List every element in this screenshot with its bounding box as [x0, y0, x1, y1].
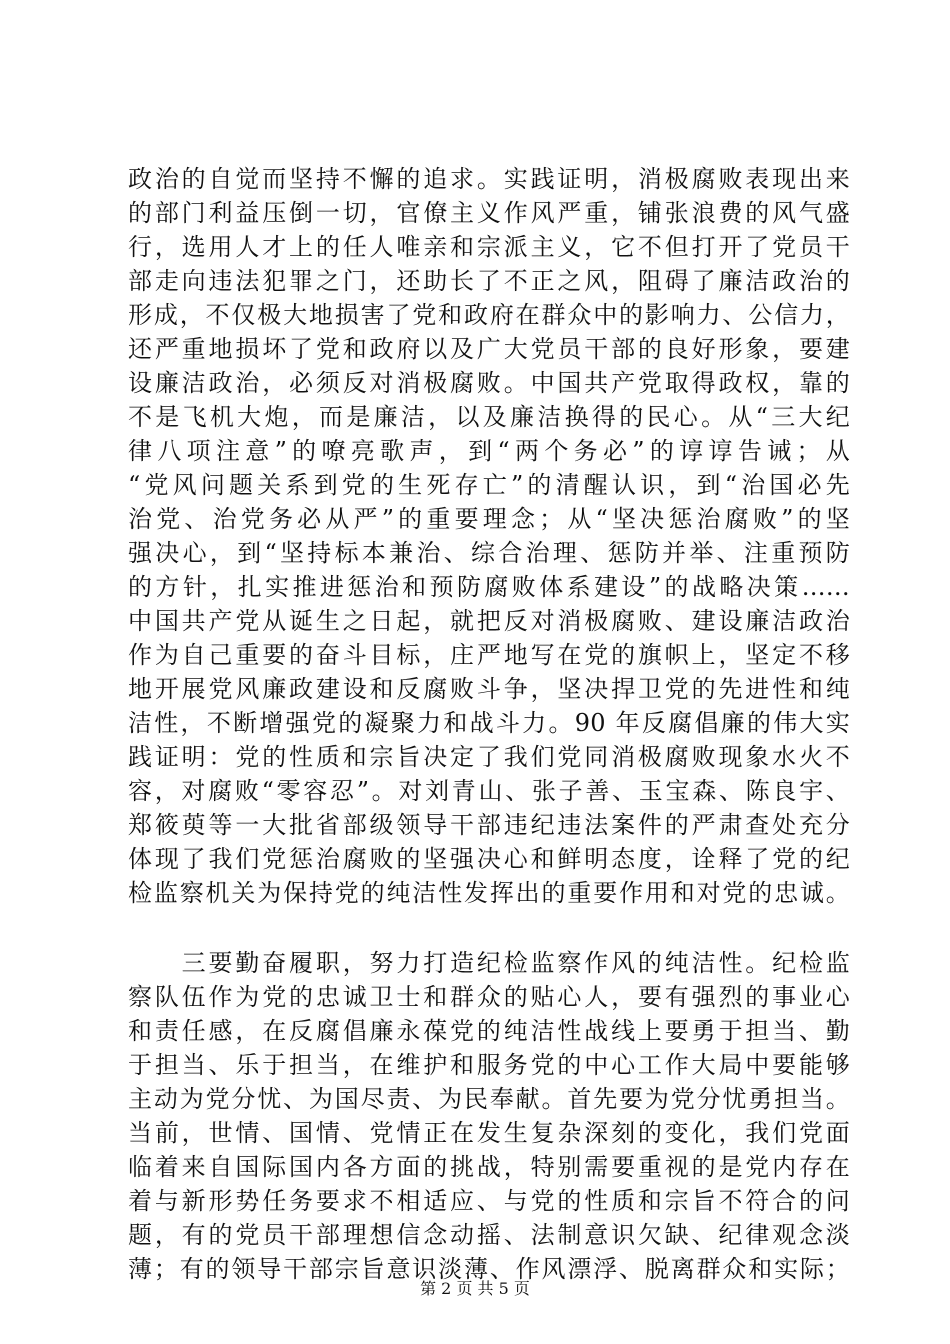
text-line: 政治的自觉而坚持不懈的追求。实践证明，消极腐败表现出来: [128, 165, 850, 193]
paragraph-spacer: [128, 910, 850, 946]
text-line: 检监察机关为保持党的纯洁性发挥出的重要作用和对党的忠诚。: [128, 879, 850, 907]
text-line: 察队伍作为党的忠诚卫士和群众的贴心人，要有强烈的事业心: [128, 983, 850, 1011]
text-line: 着与新形势任务要求不相适应、与党的性质和宗旨不符合的问: [128, 1187, 850, 1215]
text-line: 还严重地损坏了党和政府以及广大党员干部的良好形象，要建: [128, 335, 850, 363]
text-line: 形成，不仅极大地损害了党和政府在群众中的影响力、公信力，: [128, 301, 850, 329]
text-line: 题，有的党员干部理想信念动摇、法制意识欠缺、纪律观念淡: [128, 1221, 850, 1249]
text-line: 于担当、乐于担当，在维护和服务党的中心工作大局中要能够: [128, 1051, 850, 1079]
text-line: 三要勤奋履职，努力打造纪检监察作风的纯洁性。纪检监: [128, 949, 850, 977]
document-body: [128, 162, 850, 1286]
text-line: “党风问题关系到党的生死存亡”的清醒认识，到“治国必先: [128, 471, 850, 499]
text-line: 部走向违法犯罪之门，还助长了不正之风，阻碍了廉洁政治的: [128, 267, 850, 295]
text-line: 强决心，到“坚持标本兼治、综合治理、惩防并举、注重预防: [128, 539, 850, 567]
paragraph-1: [128, 162, 850, 910]
text-line: 和责任感，在反腐倡廉永葆党的纯洁性战线上要勇于担当、勤: [128, 1017, 850, 1045]
text-line: 地开展党风廉政建设和反腐败斗争，坚决捍卫党的先进性和纯: [128, 675, 850, 703]
text-line: 行，选用人才上的任人唯亲和宗派主义，它不但打开了党员干: [128, 233, 850, 261]
text-line: 洁性，不断增强党的凝聚力和战斗力。90 年反腐倡廉的伟大实: [128, 709, 850, 737]
text-line: 的部门利益压倒一切，官僚主义作风严重，铺张浪费的风气盛: [128, 199, 850, 227]
text-line: 当前，世情、国情、党情正在发生复杂深刻的变化，我们党面: [128, 1119, 850, 1147]
text-line: 郑筱萸等一大批省部级领导干部违纪违法案件的严肃查处充分: [128, 811, 850, 839]
text-line: 律八项注意”的嘹亮歌声，到“两个务必”的谆谆告诫；从: [128, 437, 850, 465]
text-line: 体现了我们党惩治腐败的坚强决心和鲜明态度，诠释了党的纪: [128, 845, 850, 873]
text-line: 践证明：党的性质和宗旨决定了我们党同消极腐败现象水火不: [128, 743, 850, 771]
text-line: 设廉洁政治，必须反对消极腐败。中国共产党取得政权，靠的: [128, 369, 850, 397]
text-line: 容，对腐败“零容忍”。对刘青山、张子善、玉宝森、陈良宇、: [128, 777, 850, 805]
text-line: 的方针，扎实推进惩治和预防腐败体系建设”的战略决策……: [128, 573, 850, 601]
text-line: 薄；有的领导干部宗旨意识淡薄、作风漂浮、脱离群众和实际；: [128, 1255, 850, 1283]
text-line: 中国共产党从诞生之日起，就把反对消极腐败、建设廉洁政治: [128, 607, 850, 635]
text-line: 临着来自国际国内各方面的挑战，特别需要重视的是党内存在: [128, 1153, 850, 1181]
text-line: 不是飞机大炮，而是廉洁，以及廉洁换得的民心。从“三大纪: [128, 403, 850, 431]
text-line: 主动为党分忧、为国尽责、为民奉献。首先要为党分忧勇担当。: [128, 1085, 850, 1113]
page-indicator: 第 2 页 共 5 页: [420, 1279, 530, 1298]
text-line: 作为自己重要的奋斗目标，庄严地写在党的旗帜上，坚定不移: [128, 641, 850, 669]
paragraph-2: [128, 946, 850, 1286]
text-line: 治党、治党务必从严”的重要理念；从“坚决惩治腐败”的坚: [128, 505, 850, 533]
page-footer: [0, 1278, 950, 1300]
